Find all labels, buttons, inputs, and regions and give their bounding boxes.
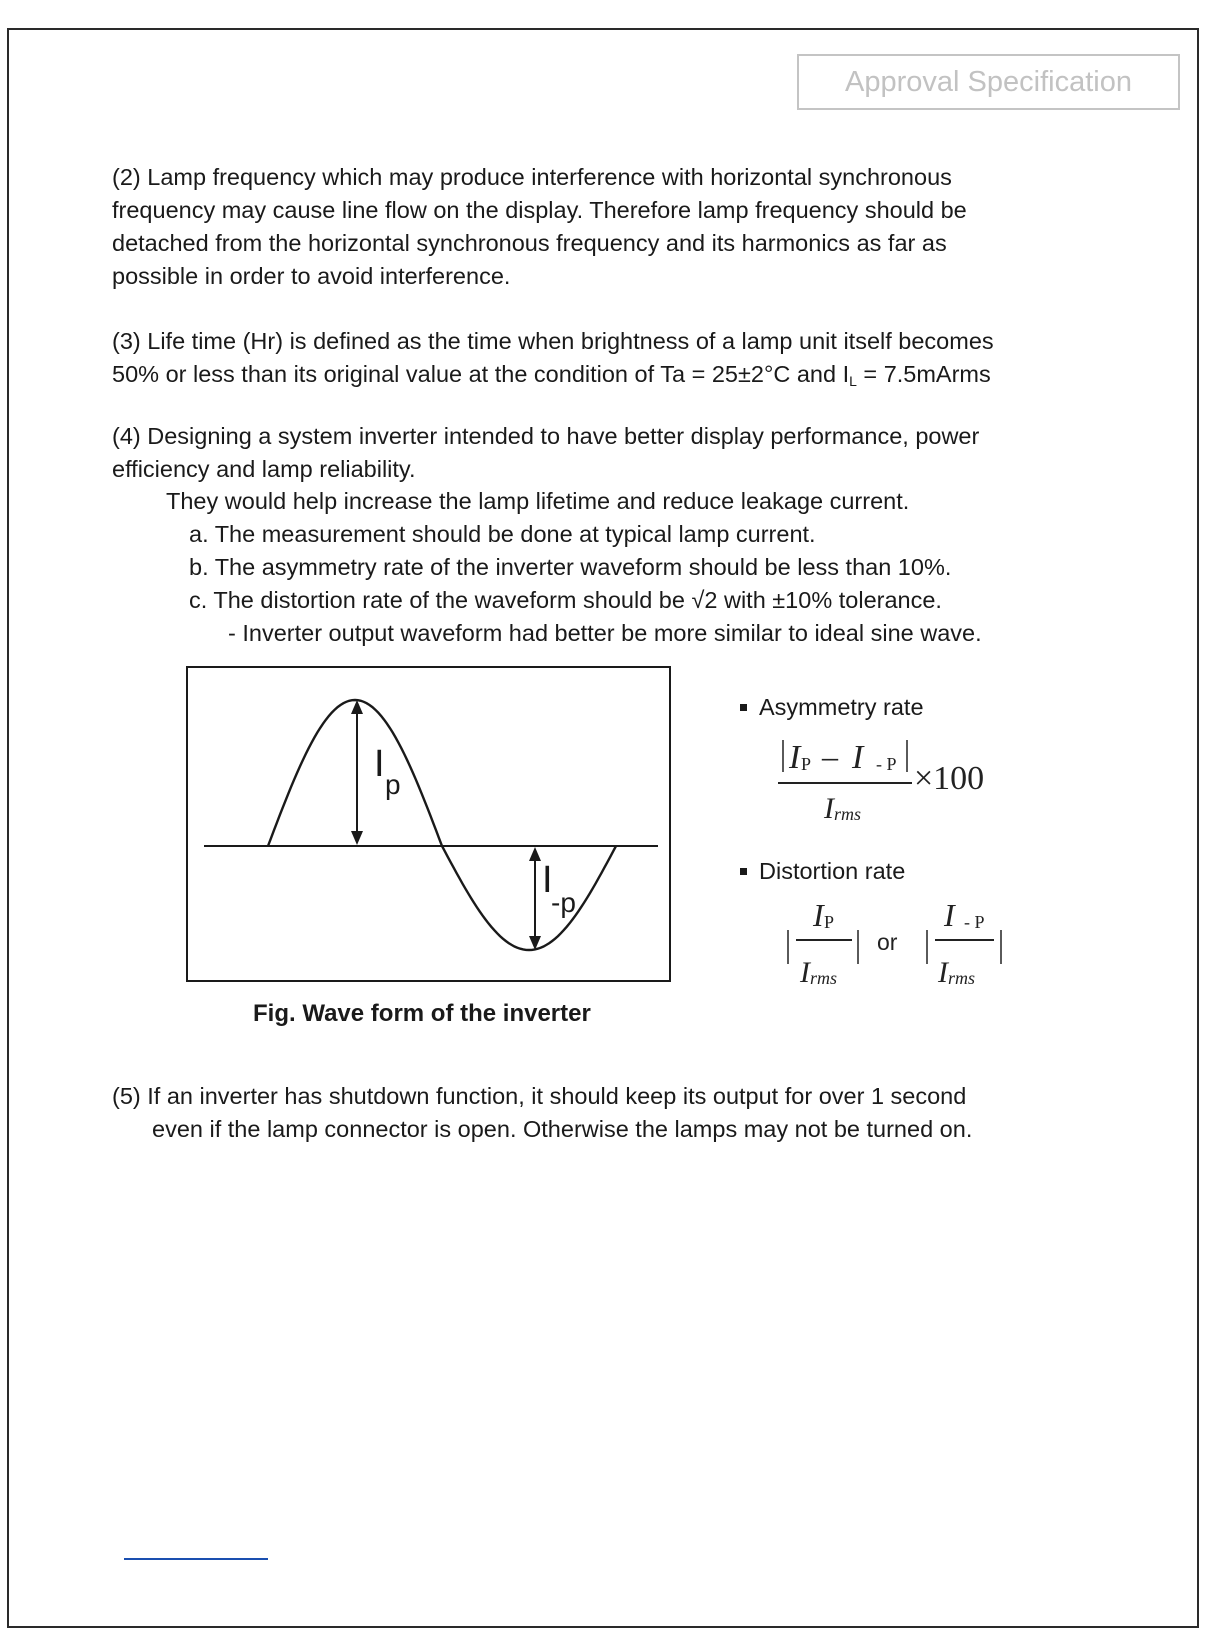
note-2-line-3: detached from the horizontal synchronous frequency and its harmonics as far as — [112, 230, 947, 256]
asym-num-a-sub: P — [801, 754, 812, 774]
dist-den-2: I — [938, 956, 948, 989]
note-3-subscript: L — [849, 373, 857, 389]
distortion-rate-title — [740, 858, 905, 885]
approval-spec-label: Approval Specification — [797, 54, 1180, 110]
note-5-line-1: (5) If an inverter has shutdown function, it should keep its output for over 1 second — [112, 1083, 967, 1109]
asym-num-a: I — [789, 739, 801, 776]
asym-num-b: I — [852, 739, 864, 776]
asym-den-sub: rms — [834, 804, 862, 824]
note-4-item-b: b. The asymmetry rate of the inverter waveform should be less than 10%. — [189, 554, 952, 580]
distortion-formula — [780, 894, 1020, 994]
figure-caption: Fig. Wave form of the inverter — [253, 1000, 591, 1027]
inp-label-sub: -p — [551, 887, 576, 918]
note-5-line-2: even if the lamp connector is open. Otherwise the lamps may not be turned on. — [152, 1116, 973, 1142]
note-4-item-c: c. The distortion rate of the waveform should be √2 with ±10% tolerance. — [189, 587, 942, 613]
asym-times: ×100 — [914, 760, 985, 797]
inp-arrow-head-up — [529, 847, 541, 861]
distortion-rate-label: Distortion rate — [759, 858, 906, 884]
dist-den-1-sub: rms — [810, 968, 838, 988]
bullet-icon — [740, 868, 747, 875]
asym-minus: – — [822, 738, 838, 774]
note-3-line-2 — [112, 358, 991, 398]
note-4-intro: They would help increase the lamp lifetime and reduce leakage current. — [166, 488, 910, 514]
bullet-icon — [740, 704, 747, 711]
dist-num-2-sub: - P — [964, 912, 985, 932]
ip-label-sub: p — [385, 769, 401, 800]
note-3-value: = 7.5mArms — [856, 361, 991, 387]
dist-den-2-sub: rms — [948, 968, 976, 988]
note-4-sine-note: - Inverter output waveform had better be more similar to ideal sine wave. — [228, 620, 982, 646]
dist-num-1-sub: P — [824, 912, 835, 932]
dist-or: or — [877, 929, 898, 955]
note-4-line-1: (4) Designing a system inverter intended to have better display performance, power — [112, 423, 980, 449]
asymmetry-rate-label: Asymmetry rate — [759, 694, 924, 720]
dist-num-1: I — [813, 897, 824, 933]
waveform-figure — [186, 666, 671, 982]
asym-num-b-sub: - P — [876, 754, 897, 774]
note-3-text: 50% or less than its original value at the condition of Ta = 25±2°C and I — [112, 361, 850, 387]
ip-arrow-head-down — [351, 831, 363, 845]
note-2-line-4: possible in order to avoid interference. — [112, 263, 511, 289]
note-4-line-2: efficiency and lamp reliability. — [112, 456, 416, 482]
ip-label: I — [374, 743, 385, 785]
note-2-line-2: frequency may cause line flow on the display. Therefore lamp frequency should be — [112, 197, 967, 223]
waveform-diagram — [188, 668, 673, 984]
note-2-line-1: (2) Lamp frequency which may produce interference with horizontal synchronous — [112, 164, 952, 190]
inp-label: I — [542, 859, 553, 901]
asym-den: I — [824, 792, 834, 825]
note-3-line-1: (3) Life time (Hr) is defined as the time when brightness of a lamp unit itself becomes — [112, 328, 994, 354]
note-4-item-a: a. The measurement should be done at typical lamp current. — [189, 521, 816, 547]
dist-num-2: I — [944, 897, 955, 933]
asymmetry-formula — [770, 734, 1030, 830]
bottom-link-underline — [124, 1558, 268, 1560]
asymmetry-rate-title — [740, 694, 924, 721]
dist-den-1: I — [800, 956, 810, 989]
